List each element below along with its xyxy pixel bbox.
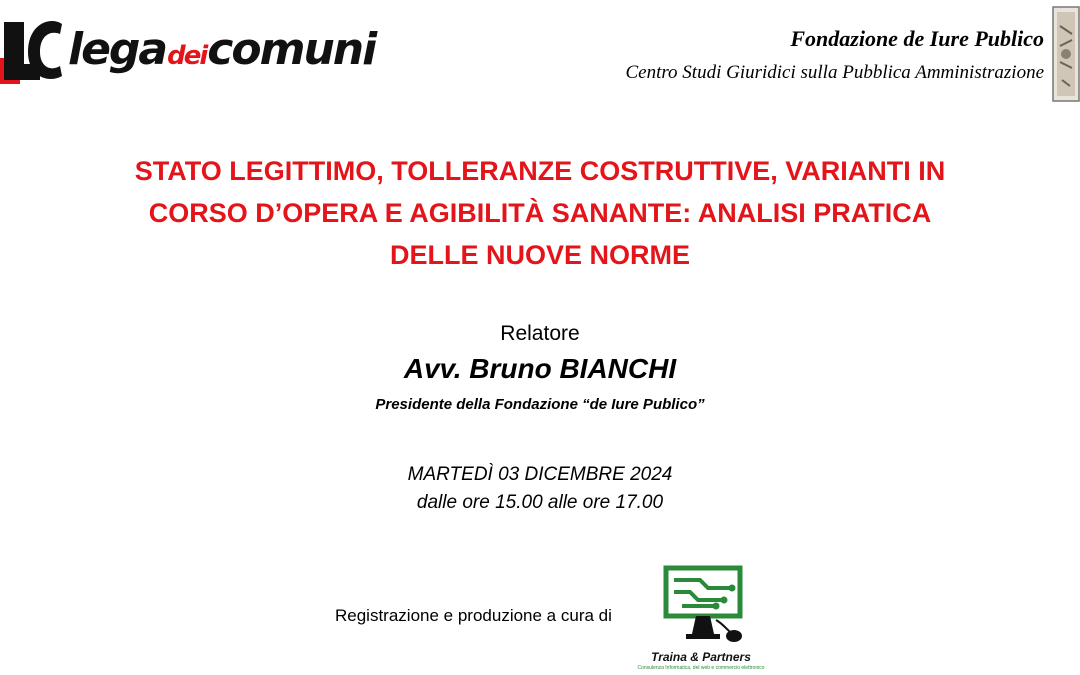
logo-lega-text: lega — [68, 24, 167, 75]
event-title-line: CORSO D’OPERA E AGIBILITÀ SANANTE: ANALISI PRATICA — [148, 198, 932, 228]
partner-tagline: Consulenza Informatica, del web e commercio elettronico — [637, 665, 765, 671]
event-title-line: STATO LEGITTIMO, TOLLERANZE COSTRUTTIVE, VARIANTI IN — [134, 156, 946, 186]
logo-comuni-text: comuni — [207, 24, 376, 75]
event-title-line: DELLE NUOVE NORME — [389, 240, 691, 270]
speaker-name: Avv. Bruno BIANCHI — [403, 353, 677, 384]
logo-dei-text: dei — [167, 41, 207, 71]
lega-dei-comuni-logo — [68, 24, 375, 86]
event-date: MARTEDÌ 03 DICEMBRE 2024 — [407, 464, 673, 485]
event-time: dalle ore 15.00 alle ore 17.00 — [416, 492, 664, 513]
foundation-emblem-icon — [1052, 6, 1080, 102]
lega-dei-comuni-monogram-icon — [0, 18, 64, 84]
traina-partners-computer-logo-icon — [660, 562, 752, 650]
speaker-label: Relatore — [500, 322, 580, 345]
event-title — [40, 150, 1040, 276]
foundation-name: Fondazione de Iure Publico — [790, 26, 1044, 51]
speaker-role: Presidente della Fondazione “de Iure Publico” — [375, 396, 705, 413]
partner-name: Traina & Partners — [651, 650, 751, 664]
foundation-subtitle: Centro Studi Giuridici sulla Pubblica Amministrazione — [625, 62, 1044, 83]
production-credit: Registrazione e produzione a cura di — [335, 606, 612, 625]
